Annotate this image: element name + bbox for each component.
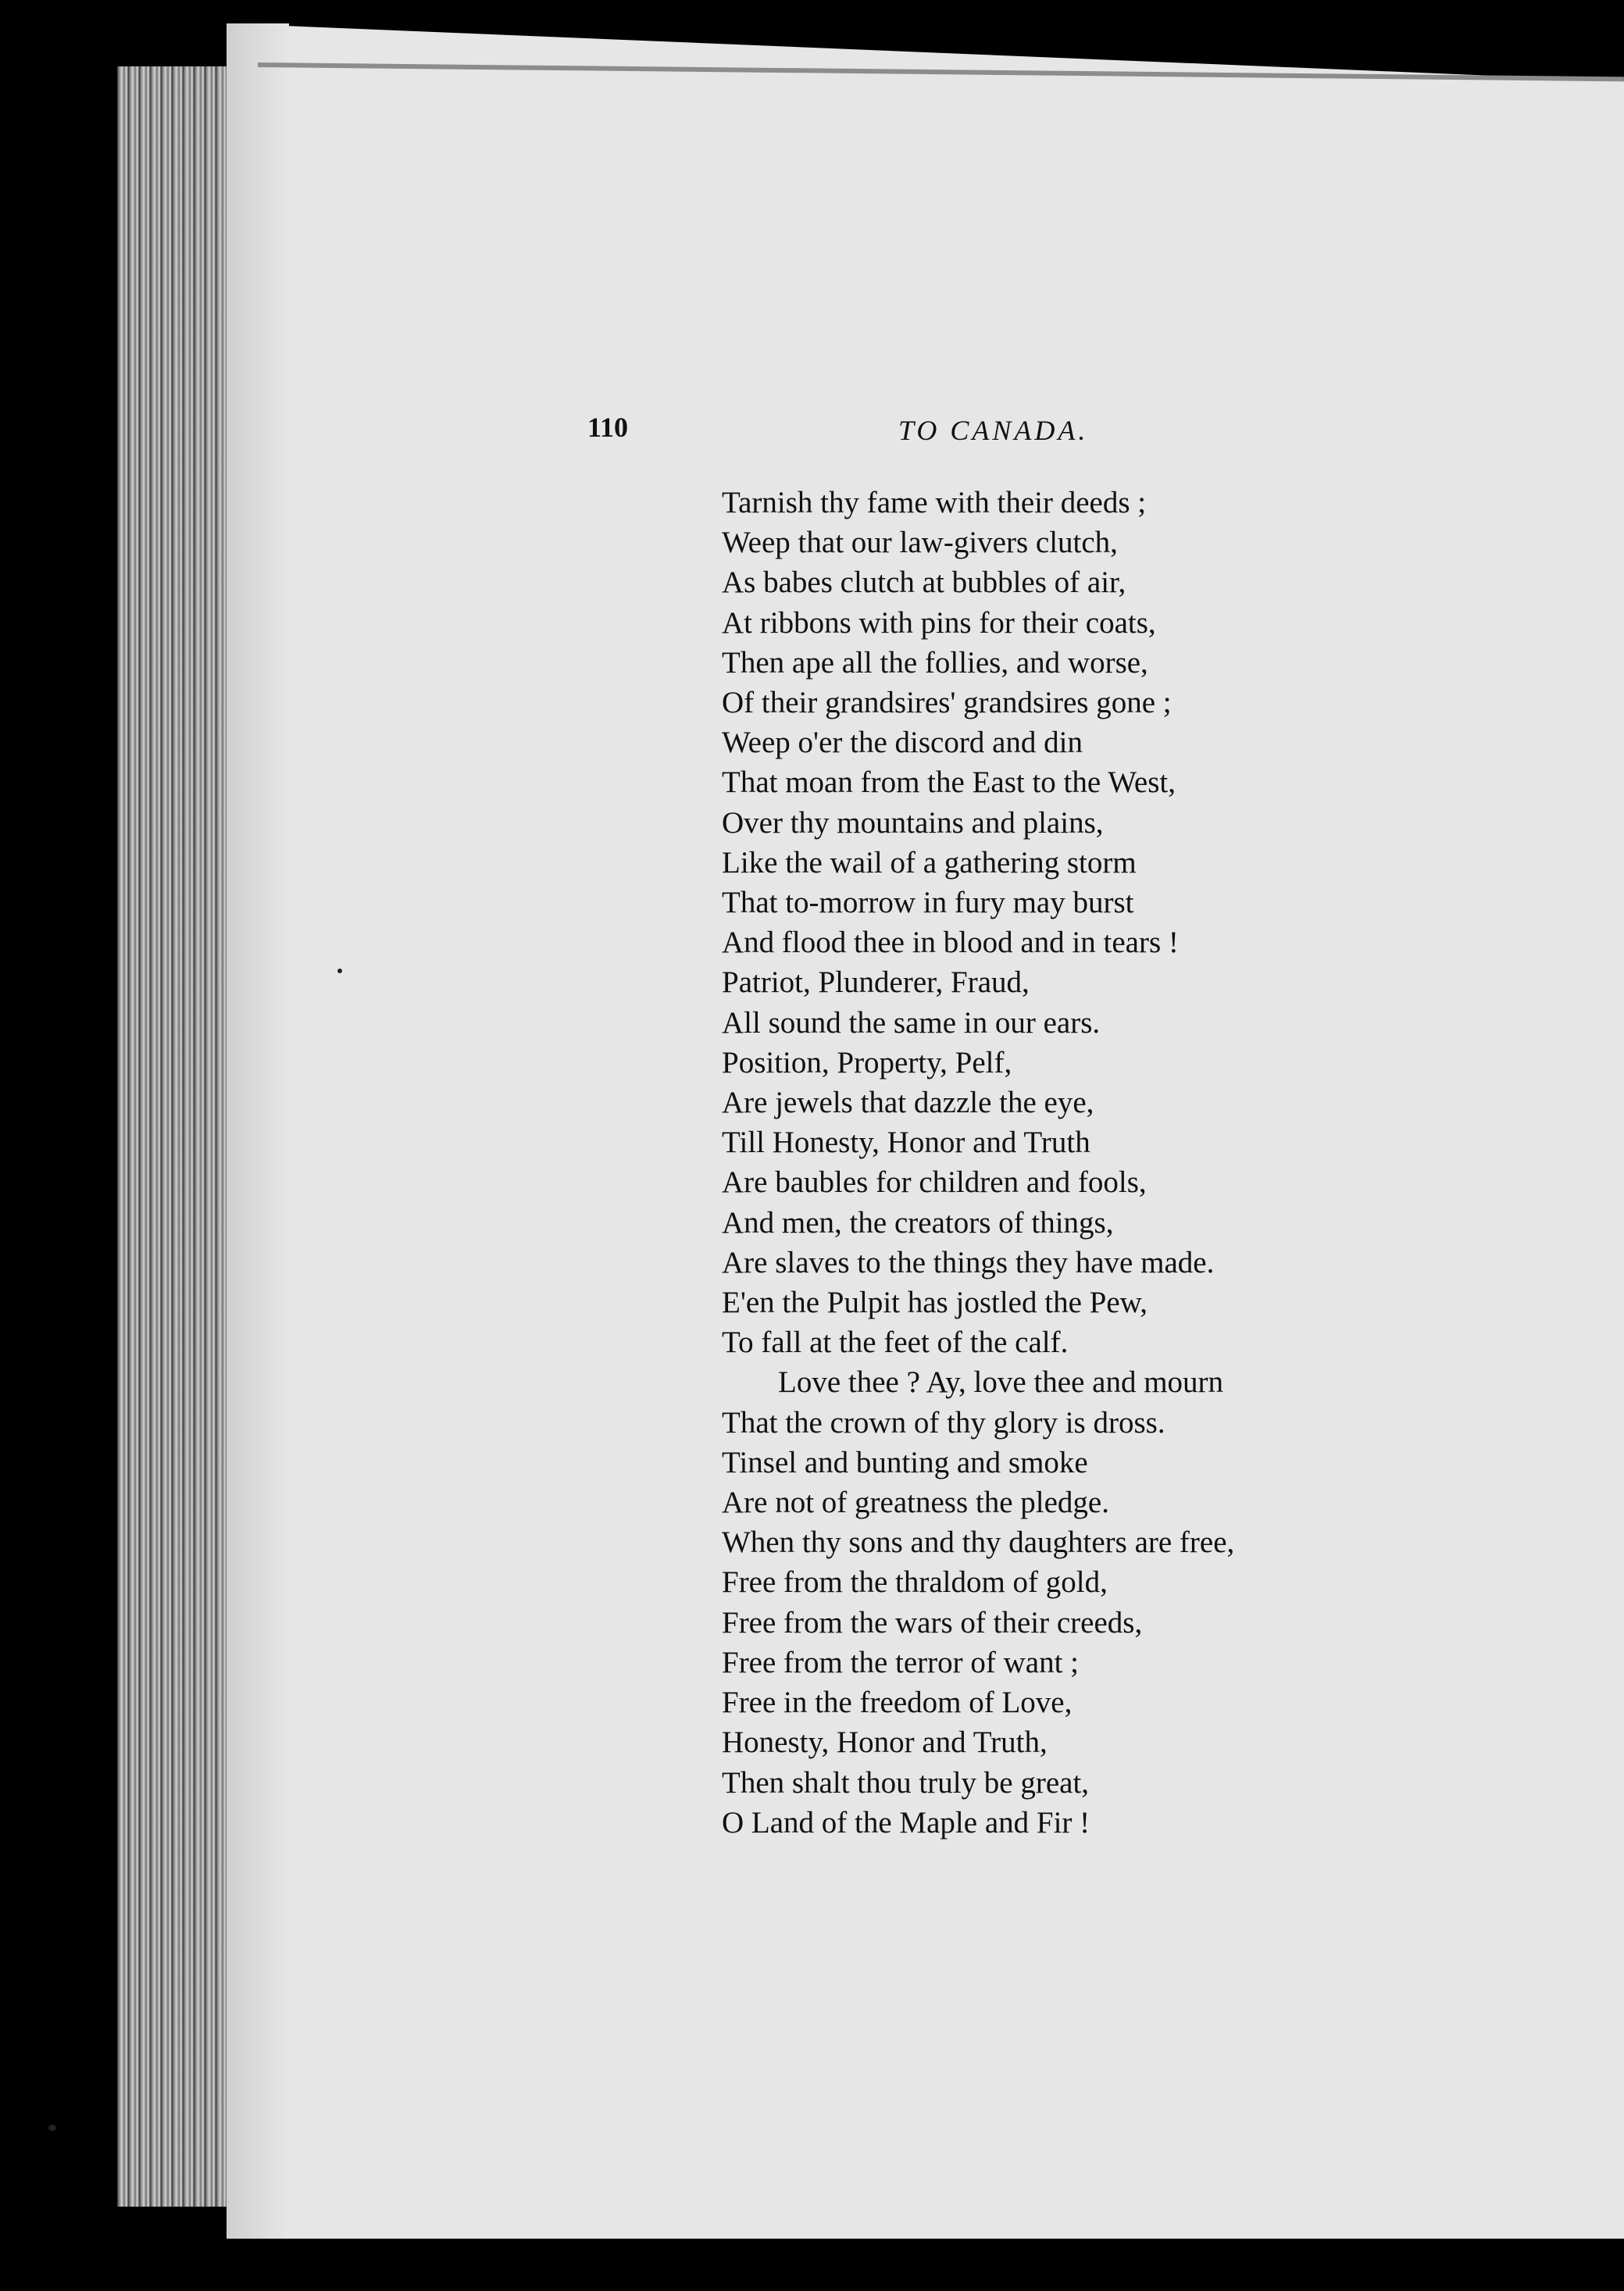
scan-speck xyxy=(48,2125,56,2131)
poem-line: That moan from the East to the West, xyxy=(722,765,1176,800)
poem-line: All sound the same in our ears. xyxy=(722,1005,1101,1040)
poem-line: Like the wail of a gathering storm xyxy=(722,845,1137,880)
poem-line: O Land of the Maple and Fir ! xyxy=(722,1805,1090,1840)
poem-line: Over thy mountains and plains, xyxy=(722,805,1104,840)
scan-speck xyxy=(337,969,342,973)
poem-line: Weep o'er the discord and din xyxy=(722,726,1083,760)
poem-line: Then shalt thou truly be great, xyxy=(722,1765,1090,1800)
poem-line: Are slaves to the things they have made. xyxy=(722,1245,1215,1279)
poem-line: Honesty, Honor and Truth, xyxy=(722,1725,1048,1760)
page-gutter-shadow xyxy=(227,23,289,2242)
poem-line: Free from the terror of want ; xyxy=(722,1645,1079,1679)
poem-line: Of their grandsires' grandsires gone ; xyxy=(722,686,1172,720)
poem-line: Are not of greatness the pledge. xyxy=(722,1486,1109,1520)
poem-line: At ribbons with pins for their coats, xyxy=(722,605,1156,640)
poem-line: Position, Property, Pelf, xyxy=(722,1045,1012,1079)
poem-line: Love thee ? Ay, love thee and mourn xyxy=(778,1365,1224,1400)
poem-line: Free from the thraldom of gold, xyxy=(722,1565,1108,1600)
scanner-background xyxy=(227,2239,1624,2291)
poem-line: To fall at the feet of the calf. xyxy=(722,1326,1069,1360)
page-number: 110 xyxy=(587,412,629,443)
poem-line: As babes clutch at bubbles of air, xyxy=(722,566,1126,600)
running-head xyxy=(0,411,1624,458)
poem-line: That to-morrow in fury may burst xyxy=(722,886,1134,920)
poem-line: Tinsel and bunting and smoke xyxy=(722,1445,1088,1479)
poem-line: Are jewels that dazzle the eye, xyxy=(722,1086,1094,1120)
poem-line: Tarnish thy fame with their deeds ; xyxy=(722,486,1147,519)
poem-line: And men, the creators of things, xyxy=(722,1205,1114,1240)
poem-line: Free in the freedom of Love, xyxy=(722,1686,1073,1720)
poem-line: That the crown of thy glory is dross. xyxy=(722,1405,1165,1440)
poem-line: Are baubles for children and fools, xyxy=(722,1165,1147,1200)
poem-line: When thy sons and thy daughters are free, xyxy=(722,1526,1235,1560)
poem-line: E'en the Pulpit has jostled the Pew, xyxy=(722,1286,1148,1320)
poem-line: Till Honesty, Honor and Truth xyxy=(722,1126,1090,1160)
poem-line: Free from the wars of their creeds, xyxy=(722,1605,1143,1640)
book-page-edges xyxy=(117,66,234,2207)
poem-line: Weep that our law-givers clutch, xyxy=(722,526,1118,560)
poem-line: And flood thee in blood and in tears ! xyxy=(722,926,1179,960)
poem-line: Then ape all the follies, and worse, xyxy=(722,645,1148,680)
poem-line: Patriot, Plunderer, Fraud, xyxy=(722,965,1030,1000)
poem-text xyxy=(722,483,1581,1843)
running-title: TO CANADA. xyxy=(898,415,1089,446)
